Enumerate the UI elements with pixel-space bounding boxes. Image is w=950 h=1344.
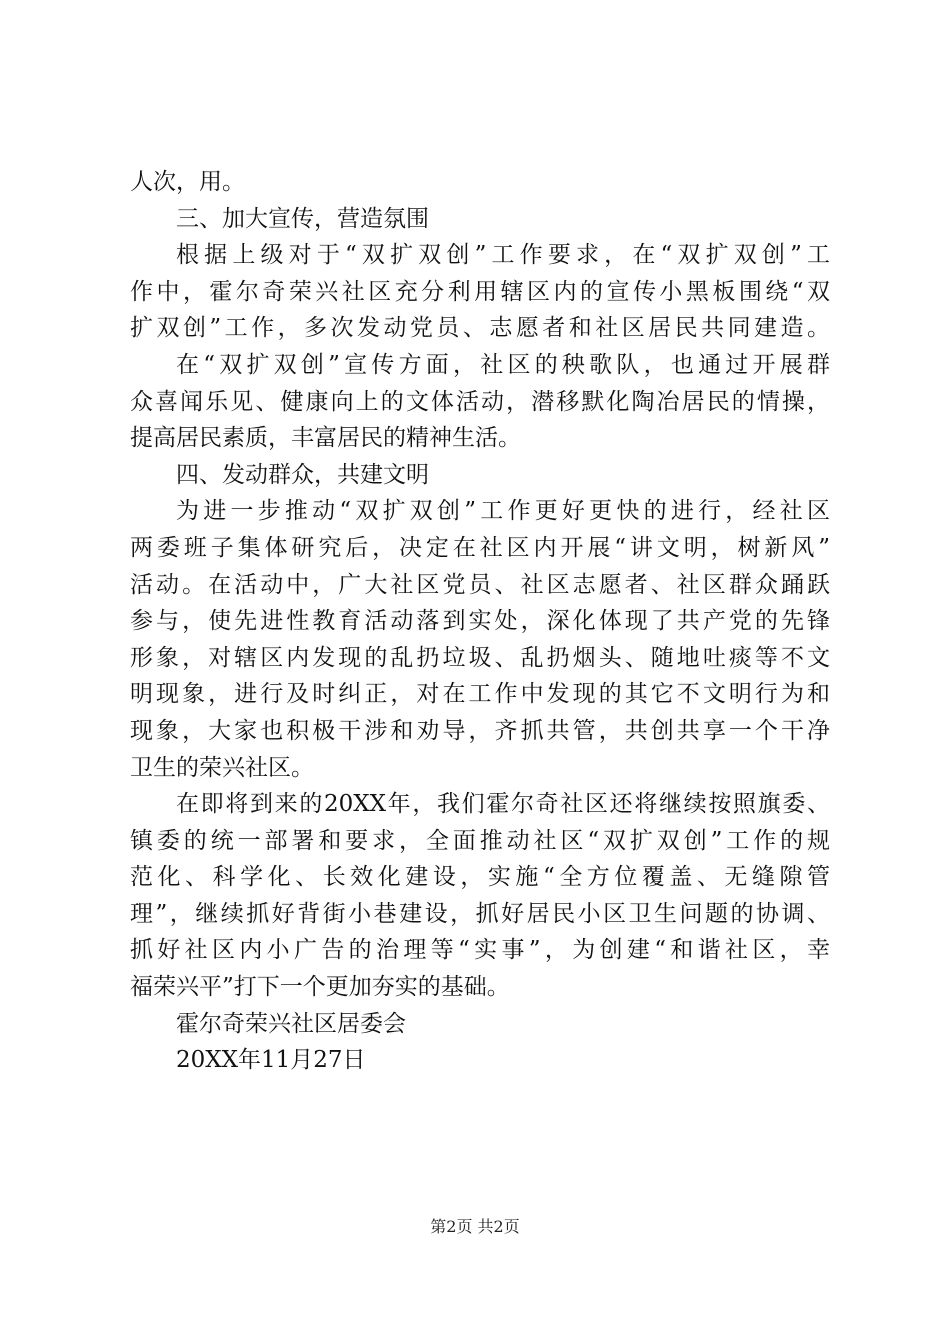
signature-date: 20XX年11月27日 [176,1047,366,1074]
page-number-footer: 第2页 共2页 [430,1217,520,1236]
text-line: 福荣兴平”打下一个更加夯实的基础。 [130,974,510,1001]
document-body [130,164,830,1079]
text-line: 作中，霍尔奇荣兴社区充分利用辖区内的宣传小黑板围绕“双 [130,278,830,305]
text-line: 明现象，进行及时纠正，对在工作中发现的其它不文明行为和 [130,681,830,708]
text-line: 镇委的统一部署和要求，全面推动社区“双扩双创”工作的规 [130,827,830,854]
text-line: 根据上级对于“双扩双创”工作要求，在“双扩双创”工 [176,242,830,269]
text-line: 众喜闻乐见、健康向上的文体活动，潜移默化陶冶居民的情操， [130,388,830,415]
text-line: 活动。在活动中，广大社区党员、社区志愿者、社区群众踊跃 [130,571,830,598]
text-line: 提高居民素质，丰富居民的精神生活。 [130,425,521,452]
text-line: 理”，继续抓好背街小巷建设，抓好居民小区卫生问题的协调、 [130,900,830,927]
text-line: 卫生的荣兴社区。 [130,754,314,781]
text-line: 两委班子集体研究后，决定在社区内开展“讲文明，树新风” [130,534,830,561]
signature-organization: 霍尔奇荣兴社区居委会 [176,1010,406,1037]
text-line: 抓好社区内小广告的治理等“实事”，为创建“和谐社区，幸 [130,937,830,964]
section-heading: 三、加大宣传，营造氛围 [176,205,429,232]
text-line: 扩双创”工作，多次发动党员、志愿者和社区居民共同建造。 [130,315,830,342]
section-heading: 四、发动群众，共建文明 [176,461,429,488]
text-line: 人次，用。 [130,169,245,195]
text-line: 参与，使先进性教育活动落到实处，深化体现了共产党的先锋 [130,608,830,635]
text-line: 现象，大家也积极干涉和劝导，齐抓共管，共创共享一个干净 [130,717,830,744]
text-line: 在“双扩双创”宣传方面，社区的秧歌队，也通过开展群 [176,351,830,378]
text-line: 为进一步推动“双扩双创”工作更好更快的进行，经社区 [176,498,830,525]
text-line: 形象，对辖区内发现的乱扔垃圾、乱扔烟头、随地吐痰等不文 [130,644,830,671]
text-line: 范化、科学化、长效化建设，实施“全方位覆盖、无缝隙管 [130,864,830,891]
text-line: 在即将到来的20XX年，我们霍尔奇社区还将继续按照旗委、 [176,791,830,818]
